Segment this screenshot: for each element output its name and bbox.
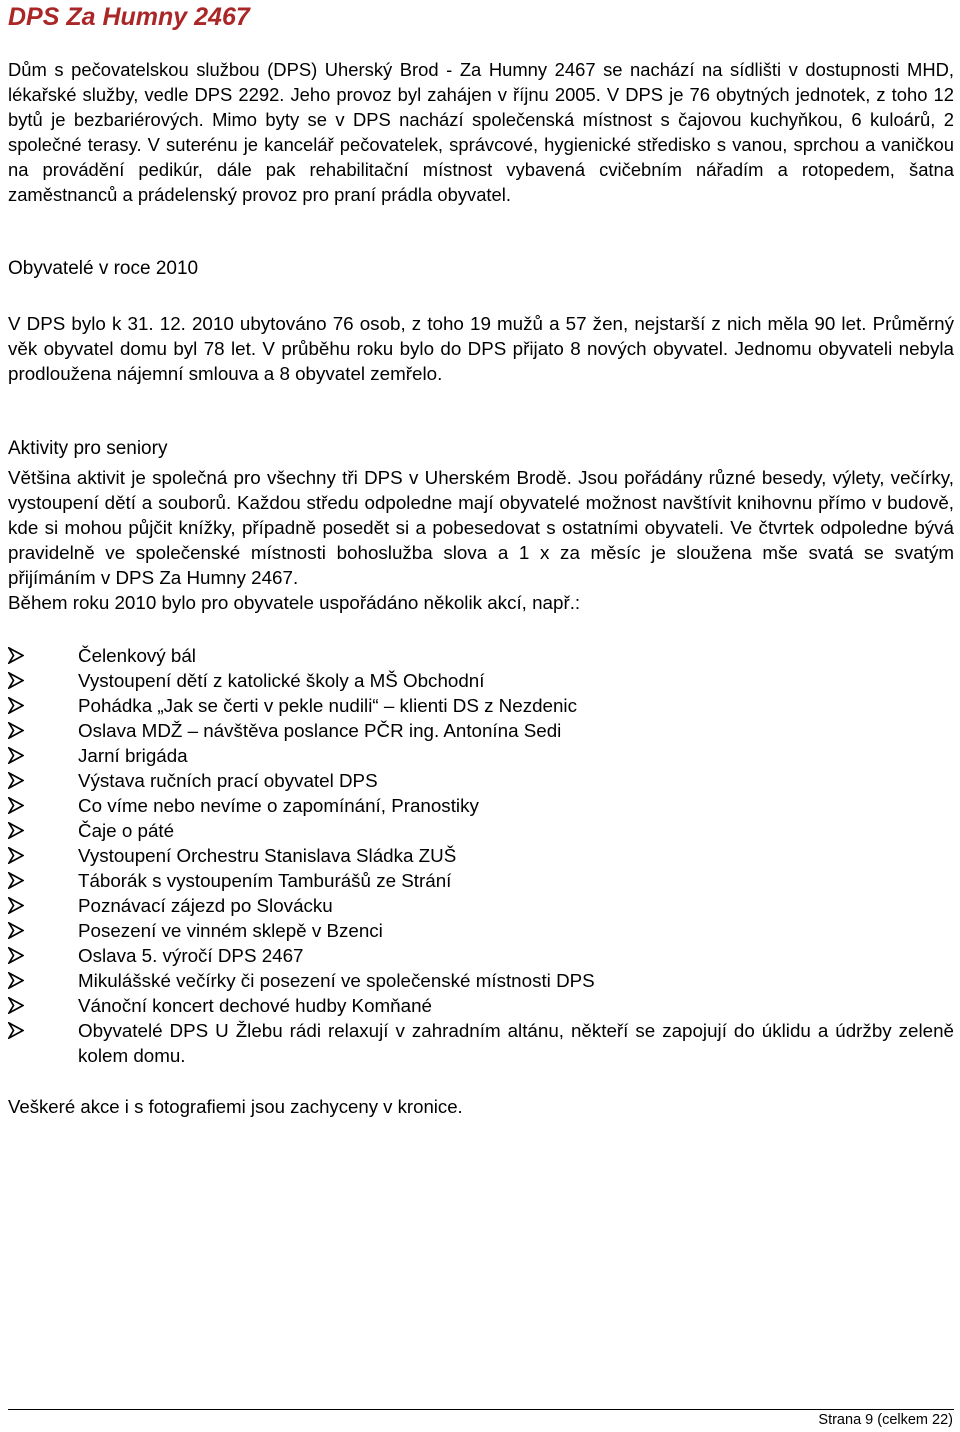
list-item (8, 943, 954, 968)
event-text: Vánoční koncert dechové hudby Komňané (78, 995, 432, 1016)
event-text: Oslava 5. výročí DPS 2467 (78, 945, 304, 966)
arrowhead-bullet-icon (8, 747, 24, 764)
arrowhead-bullet-icon (8, 972, 24, 989)
activities-text-1: Většina aktivit je společná pro všechny tři DPS v Uherském Brodě. Jsou pořádány různé besedy, výlety, večírky, vystoupení dětí a souborů. Každou středu odpoledne mají obyvatelé možnost navštívit knihovnu přímo v budově, kde si mohou půjčit knížky, případně posedět si a pobesedovat s ostatními obyvateli. Ve čtvrtek odpoledne bývá pravidelně ve společenské místnosti bohoslužba slova a 1 x za měsíc je sloužena mše svatá se svatým přijímáním v DPS Za Humny 2467. (8, 467, 954, 588)
event-text: Mikulášské večírky či posezení ve společenské místnosti DPS (78, 970, 595, 991)
activities-text-2: Během roku 2010 bylo pro obyvatele uspořádáno několik akcí, např.: (8, 592, 581, 613)
arrowhead-bullet-icon (8, 822, 24, 839)
event-text: Posezení ve vinném sklepě v Bzenci (78, 920, 383, 941)
page-title: DPS Za Humny 2467 (8, 3, 250, 31)
event-text: Co víme nebo nevíme o zapomínání, Pranostiky (78, 795, 479, 816)
list-item (8, 743, 954, 768)
arrowhead-bullet-icon (8, 997, 24, 1014)
arrowhead-bullet-icon (8, 722, 24, 739)
events-list (8, 643, 954, 1068)
list-item (8, 668, 954, 693)
arrowhead-bullet-icon (8, 897, 24, 914)
arrowhead-bullet-icon (8, 672, 24, 689)
event-text: Vystoupení Orchestru Stanislava Sládka ZUŠ (78, 845, 457, 866)
list-item (8, 768, 954, 793)
arrowhead-bullet-icon (8, 797, 24, 814)
residents-paragraph: V DPS bylo k 31. 12. 2010 ubytováno 76 osob, z toho 19 mužů a 57 žen, nejstarší z nich měla 90 let. Průměrný věk obyvatel domu byl 78 let. V průběhu roku bylo do DPS přijato 8 nových obyvatel. Jednomu obyvateli nebyla prodloužena nájemní smlouva a 8 obyvatel zemřelo. (8, 313, 954, 384)
arrowhead-bullet-icon (8, 647, 24, 664)
residents-heading: Obyvatelé v roce 2010 (8, 258, 199, 279)
event-text: Vystoupení dětí z katolické školy a MŠ Obchodní (78, 670, 485, 691)
intro-paragraph: Dům s pečovatelskou službou (DPS) Uherský Brod - Za Humny 2467 se nachází na sídlišti v dostupnosti MHD, lékařské služby, vedle DPS 2292. Jeho provoz byl zahájen v říjnu 2005. V DPS je 76 obytných jednotek, z toho 12 bytů je bezbariérových. Mimo byty se v DPS nachází společenská místnost s čajovou kuchyňkou, 6 kuloárů, 2 společné terasy. V suterénu je kancelář pečovatelek, správcové, hygienické středisko s vanou, sprchou a vaničkou na provádění pedikúr, dále pak rehabilitační místnost vybavená cvičebním nářadím a rotopedem, šatna zaměstnanců a prádelenský provoz pro praní prádla obyvatel. (8, 59, 954, 205)
activities-paragraph (8, 465, 954, 615)
event-text: Pohádka „Jak se čerti v pekle nudili“ – klienti DS z Nezdenic (78, 695, 577, 716)
activities-heading: Aktivity pro seniory (8, 438, 168, 459)
arrowhead-bullet-icon (8, 847, 24, 864)
list-item (8, 793, 954, 818)
list-item (8, 918, 954, 943)
arrowhead-bullet-icon (8, 922, 24, 939)
list-item (8, 1018, 954, 1068)
list-item (8, 993, 954, 1018)
list-item (8, 968, 954, 993)
list-item (8, 868, 954, 893)
arrowhead-bullet-icon (8, 947, 24, 964)
arrowhead-bullet-icon (8, 1022, 24, 1039)
event-text: Čelenkový bál (78, 645, 196, 666)
arrowhead-bullet-icon (8, 872, 24, 889)
event-text: Jarní brigáda (78, 745, 188, 766)
arrowhead-bullet-icon (8, 772, 24, 789)
event-text: Poznávací zájezd po Slovácku (78, 895, 333, 916)
event-text: Obyvatelé DPS U Žlebu rádi relaxují v zahradním altánu, někteří se zapojují do úklidu a údržby zeleně kolem domu. (78, 1020, 954, 1066)
list-item (8, 643, 954, 668)
list-item (8, 893, 954, 918)
list-item (8, 693, 954, 718)
event-text: Oslava MDŽ – návštěva poslance PČR ing. Antonína Sedi (78, 720, 562, 741)
event-text: Výstava ručních prací obyvatel DPS (78, 770, 378, 791)
closing-paragraph: Veškeré akce i s fotografiemi jsou zachyceny v kronice. (8, 1096, 463, 1117)
list-item (8, 818, 954, 843)
arrowhead-bullet-icon (8, 697, 24, 714)
event-text: Čaje o páté (78, 820, 175, 841)
list-item (8, 718, 954, 743)
footer-divider (8, 1409, 954, 1410)
event-text: Táborák s vystoupením Tamburášů ze Strání (78, 870, 452, 891)
page-number: Strana 9 (celkem 22) (818, 1412, 953, 1428)
list-item (8, 843, 954, 868)
